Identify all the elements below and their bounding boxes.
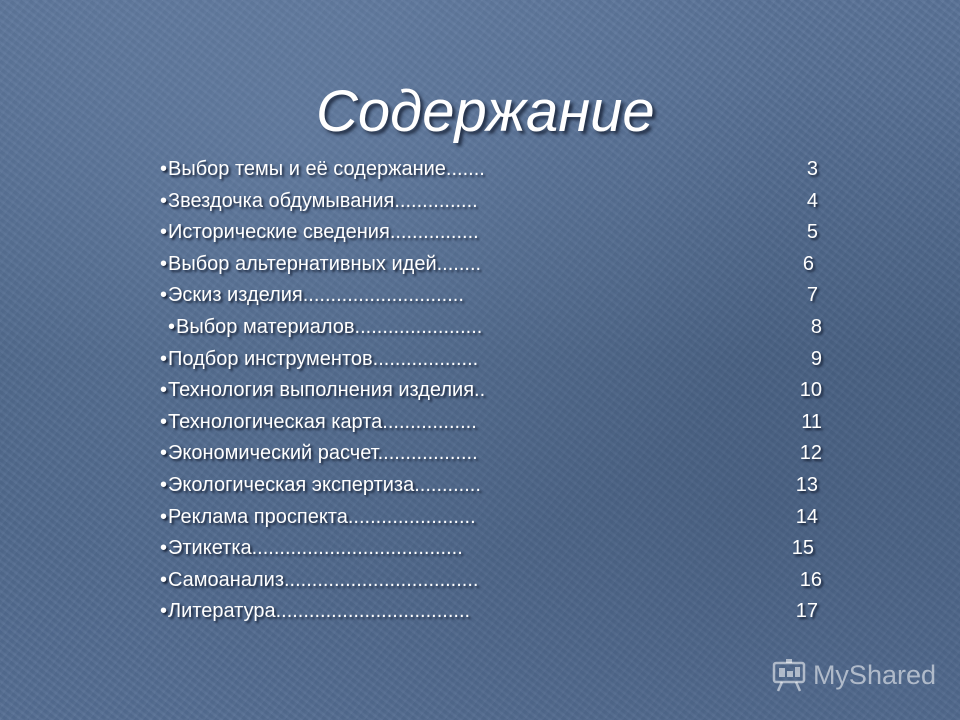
bullet: •	[160, 284, 168, 307]
bullet: •	[160, 189, 168, 212]
toc-entry	[160, 533, 840, 565]
toc-entry-text: Выбор темы и её содержание.......	[168, 158, 485, 180]
toc-entry-text: Подбор инструментов...................	[168, 347, 479, 370]
toc-entry	[160, 470, 840, 502]
toc-entry-text: Исторические сведения................	[168, 221, 479, 244]
bullet: •	[160, 473, 168, 496]
bullet: •	[160, 347, 168, 370]
toc-entry-text: Звездочка обдумывания...............	[168, 189, 478, 212]
toc-entry-text: Реклама проспекта.......................	[168, 505, 476, 528]
toc-entry-text: Этикетка......................................	[168, 537, 463, 560]
bullet: •	[160, 158, 168, 180]
watermark-text: MyShared	[812, 659, 936, 690]
toc-entry	[160, 217, 840, 249]
toc-entry	[160, 312, 840, 344]
bullet: •	[160, 537, 168, 560]
toc-page-number: 14	[795, 505, 818, 528]
toc-page-number: 6	[802, 252, 814, 275]
toc-page-number: 9	[810, 347, 822, 370]
toc-entry-text: Технологическая карта.................	[168, 410, 477, 433]
toc-entry	[160, 249, 840, 281]
table-of-contents	[160, 154, 840, 628]
bullet: •	[160, 252, 168, 275]
toc-page-number: 10	[799, 379, 822, 402]
toc-page-number: 5	[806, 221, 818, 244]
toc-entry	[160, 280, 840, 312]
bullet: •	[168, 315, 176, 338]
toc-page-number: 4	[806, 189, 818, 212]
bullet: •	[160, 505, 168, 528]
toc-entry-text: Выбор альтернативных идей........	[168, 252, 482, 275]
bullet: •	[160, 568, 168, 591]
toc-page-number: 8	[810, 315, 822, 338]
toc-entry	[160, 186, 840, 218]
toc-entry-text: Экономический расчет..................	[168, 442, 478, 465]
toc-entry	[160, 375, 840, 407]
bullet: •	[160, 221, 168, 244]
toc-entry	[160, 407, 840, 439]
toc-entry	[160, 596, 840, 628]
toc-entry	[160, 438, 840, 470]
toc-entry-text: Технология выполнения изделия..	[168, 379, 486, 402]
toc-entry	[160, 502, 840, 534]
toc-page-number: 17	[795, 600, 818, 623]
bullet: •	[160, 442, 168, 465]
bullet: •	[160, 600, 168, 623]
watermark	[771, 658, 936, 692]
toc-entry-text: Эскиз изделия.............................	[168, 284, 464, 307]
toc-entry-text: Самоанализ...................................	[168, 568, 479, 591]
toc-entry	[160, 154, 840, 186]
slide-title: Содержание	[316, 79, 655, 144]
toc-page-number: 16	[799, 568, 822, 591]
toc-page-number: 13	[795, 473, 818, 496]
toc-entry-text: Выбор материалов.......................	[176, 315, 483, 338]
bullet: •	[160, 410, 168, 433]
bullet: •	[160, 379, 168, 402]
toc-entry	[160, 565, 840, 597]
toc-page-number: 3	[806, 158, 818, 180]
presentation-board-icon	[771, 658, 807, 692]
toc-page-number: 15	[791, 537, 814, 560]
toc-entry-text: Литература...................................	[168, 600, 471, 623]
toc-entry-text: Экологическая экспертиза............	[168, 473, 481, 496]
toc-page-number: 7	[806, 284, 818, 307]
toc-page-number: 12	[799, 442, 822, 465]
toc-page-number: 11	[801, 410, 822, 433]
toc-entry	[160, 344, 840, 376]
